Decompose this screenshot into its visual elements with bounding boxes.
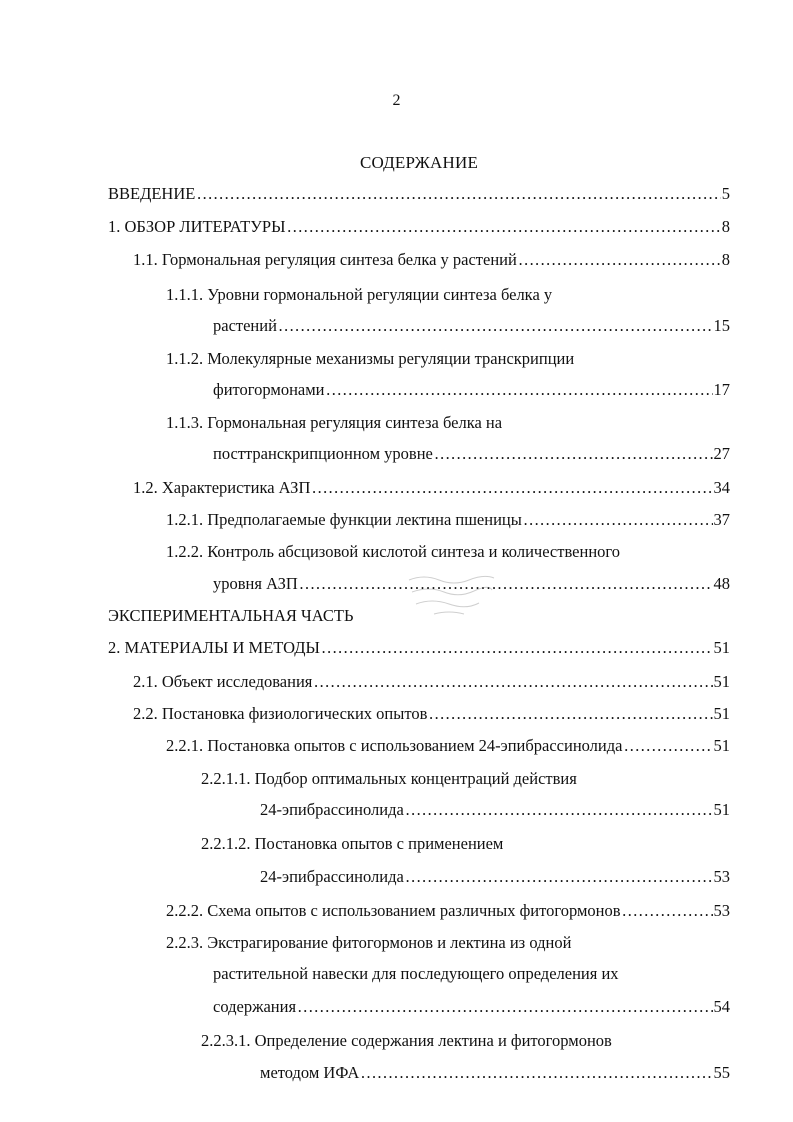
toc-entry-2-2-3[interactable]: 2.2.3. Экстрагирование фитогормонов и лектина из одной <box>166 933 572 952</box>
toc-entry-2-2[interactable] <box>133 703 730 725</box>
toc-page-number: 51 <box>713 800 730 819</box>
toc-leader <box>405 866 713 888</box>
toc-page-number: 27 <box>713 444 730 463</box>
toc-entry-text: 1.1. Гормональная регуляция синтеза белка у растений <box>133 250 517 269</box>
toc-page-number: 51 <box>713 672 730 691</box>
toc-entry-text: 1.2. Характеристика АЗП <box>133 478 311 497</box>
toc-entry-text: 24-эпибрассинолида <box>260 867 404 886</box>
toc-leader <box>428 703 712 725</box>
toc-page-number: 5 <box>721 184 730 203</box>
toc-leader <box>321 637 713 659</box>
toc-page-number: 51 <box>713 704 730 723</box>
toc-entry-1-1-1-cont[interactable] <box>213 315 730 337</box>
toc-page-number: 55 <box>713 1063 730 1082</box>
toc-entry-2-2-1-1[interactable]: 2.2.1.1. Подбор оптимальных концентраций действия <box>201 769 577 788</box>
toc-entry-text: 2.2.2. Схема опытов с использованием различных фитогормонов <box>166 901 621 920</box>
toc-entry-2[interactable] <box>108 637 730 659</box>
toc-page-number: 15 <box>713 316 730 335</box>
toc-leader <box>405 799 713 821</box>
toc-entry-1-2-2[interactable]: 1.2.2. Контроль абсцизовой кислотой синтеза и количественного <box>166 542 620 561</box>
toc-entry-text: фитогормонами <box>213 380 325 399</box>
toc-page-number: 53 <box>713 901 730 920</box>
toc-page-number: 53 <box>713 867 730 886</box>
library-stamp-mark <box>404 570 499 620</box>
toc-entry-2-1[interactable] <box>133 671 730 693</box>
toc-entry-introduction[interactable] <box>108 183 730 205</box>
toc-page-number: 37 <box>713 510 730 529</box>
toc-entry-text: содержания <box>213 997 297 1016</box>
toc-entry-2-2-3-cont[interactable] <box>213 996 730 1018</box>
toc-entry-1-1-3-cont[interactable] <box>213 443 730 465</box>
toc-entry-text: растений <box>213 316 277 335</box>
toc-entry-text: 1.2.1. Предполагаемые функции лектина пшеницы <box>166 510 522 529</box>
toc-page-number: 34 <box>713 478 730 497</box>
toc-page-number: 48 <box>713 574 730 593</box>
toc-leader <box>623 735 712 757</box>
toc-entry-text: 24-эпибрассинолида <box>260 800 404 819</box>
toc-leader <box>287 216 721 238</box>
toc-entry-1-2-1[interactable] <box>166 509 730 531</box>
toc-page-number: 51 <box>713 638 730 657</box>
toc-entry-text: уровня АЗП <box>213 574 298 593</box>
toc-page-number: 8 <box>721 250 730 269</box>
toc-entry-text: 2. МАТЕРИАЛЫ И МЕТОДЫ <box>108 638 320 657</box>
toc-entry-text: ВВЕДЕНИЕ <box>108 184 196 203</box>
toc-page-number: 51 <box>713 736 730 755</box>
toc-entry-1-1-3[interactable]: 1.1.3. Гормональная регуляция синтеза белка на <box>166 413 503 432</box>
toc-entry-1-1-1[interactable]: 1.1.1. Уровни гормональной регуляции синтеза белка у <box>166 285 553 304</box>
toc-entry-text: 1. ОБЗОР ЛИТЕРАТУРЫ <box>108 217 286 236</box>
toc-leader <box>434 443 713 465</box>
toc-entry-1-1[interactable] <box>133 249 730 271</box>
toc-page-number: 8 <box>721 217 730 236</box>
toc-entry-1-1-2[interactable]: 1.1.2. Молекулярные механизмы регуляции транскрипции <box>166 349 575 368</box>
toc-entry-2-2-3-1[interactable]: 2.2.3.1. Определение содержания лектина и фитогормонов <box>201 1031 612 1050</box>
toc-title: СОДЕРЖАНИЕ <box>359 153 479 172</box>
toc-leader <box>299 573 713 595</box>
toc-page-number: 17 <box>713 380 730 399</box>
toc-entry-text: 2.1. Объект исследования <box>133 672 313 691</box>
toc-entry-2-2-1-2[interactable]: 2.2.1.2. Постановка опытов с применением <box>201 834 504 853</box>
toc-entry-2-2-3-1-cont[interactable] <box>260 1062 730 1084</box>
toc-leader <box>326 379 713 401</box>
toc-section-experimental[interactable]: ЭКСПЕРИМЕНТАЛЬНАЯ ЧАСТЬ <box>108 606 354 625</box>
toc-page-number: 54 <box>713 997 730 1016</box>
toc-entry-2-2-1[interactable] <box>166 735 730 757</box>
toc-entry-2-2-1-1-cont[interactable] <box>260 799 730 821</box>
toc-entry-2-2-2[interactable] <box>166 900 730 922</box>
toc-entry-2-2-1-2-cont[interactable] <box>260 866 730 888</box>
toc-leader <box>518 249 721 271</box>
toc-entry-1-2[interactable] <box>133 477 730 499</box>
toc-leader <box>311 477 712 499</box>
toc-entry-text: методом ИФА <box>260 1063 360 1082</box>
toc-leader <box>278 315 713 337</box>
toc-leader <box>360 1062 712 1084</box>
toc-entry-1-1-2-cont[interactable] <box>213 379 730 401</box>
toc-leader <box>313 671 712 693</box>
toc-entry-text: 2.2. Постановка физиологических опытов <box>133 704 428 723</box>
toc-entry-2-2-3-line2[interactable]: растительной навески для последующего определения их <box>213 964 619 983</box>
toc-entry-text: посттранскрипционном уровне <box>213 444 433 463</box>
toc-entry-text: 2.2.1. Постановка опытов с использованием 24-эпибрассинолида <box>166 736 623 755</box>
toc-leader <box>297 996 712 1018</box>
toc-leader <box>523 509 713 531</box>
page-number: 2 <box>392 92 401 109</box>
toc-leader <box>622 900 713 922</box>
toc-entry-literature-review[interactable] <box>108 216 730 238</box>
toc-leader <box>196 183 720 205</box>
